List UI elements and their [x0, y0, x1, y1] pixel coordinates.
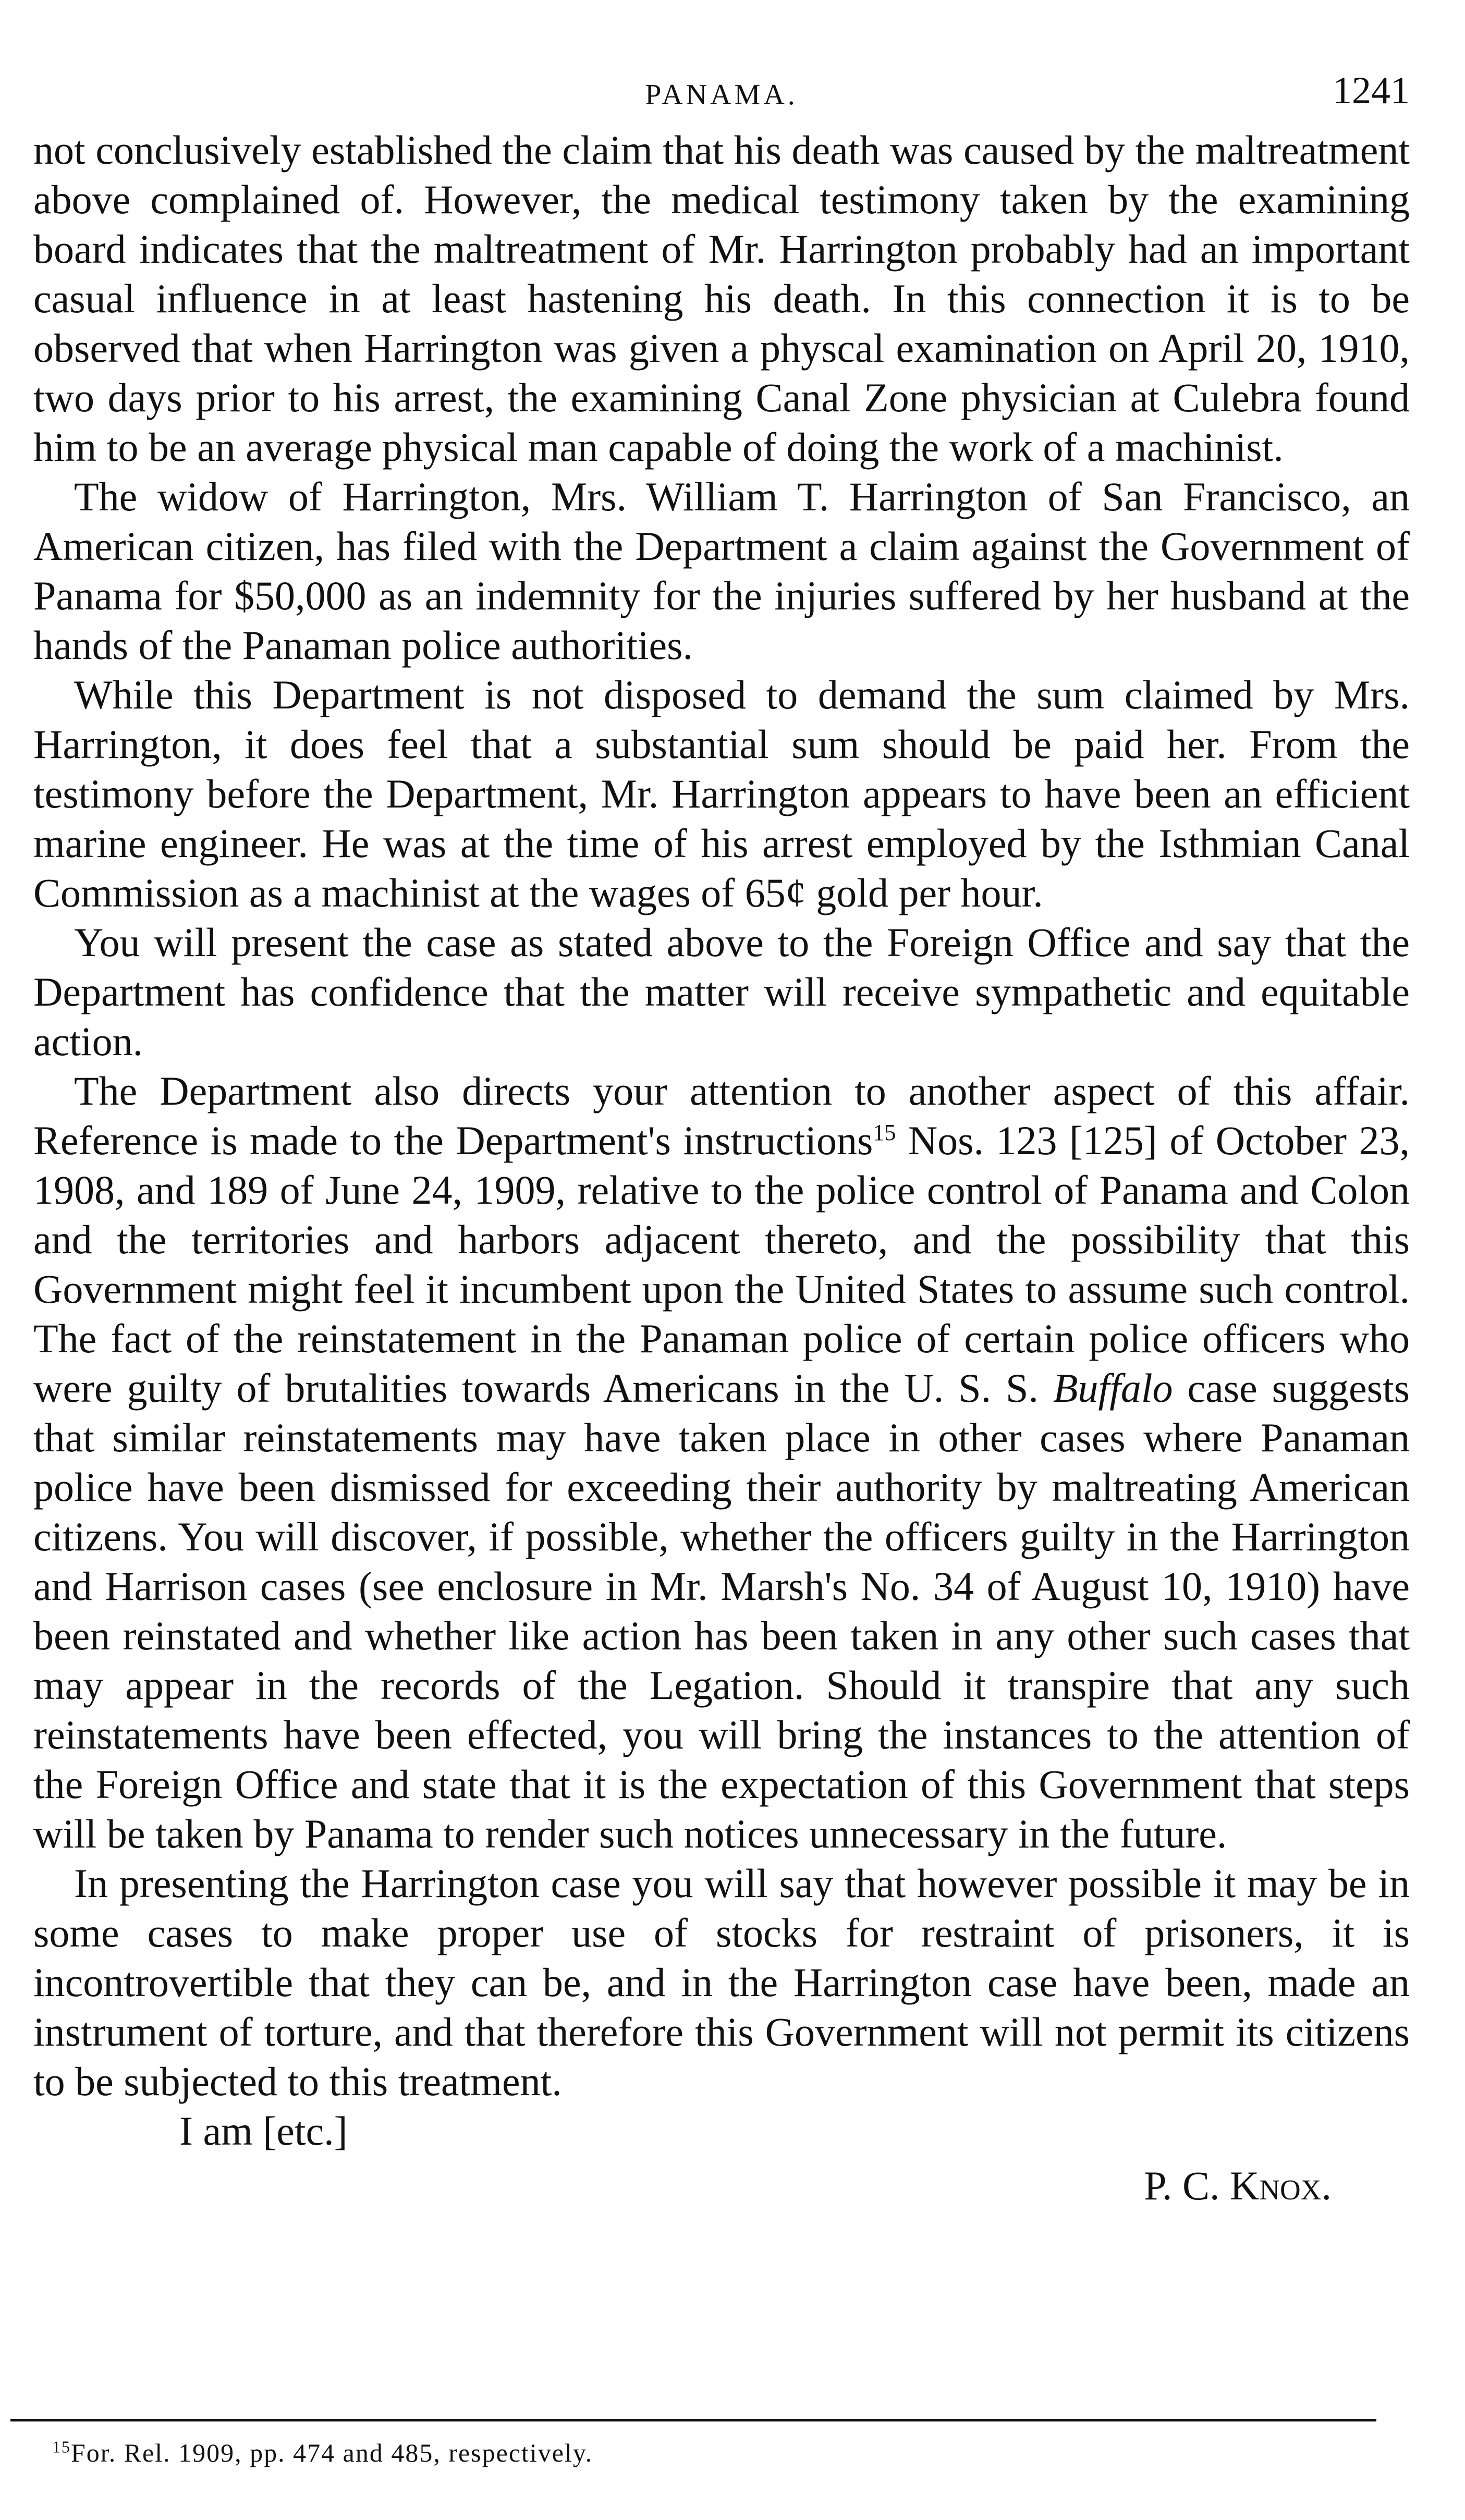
paragraph-5-part-a: The Department also directs your attention to another aspect of this affair. Reference is made to the Department's instructions [33, 1068, 1410, 1163]
document-page [33, 63, 1410, 2210]
footnote-reference: 15 [873, 1120, 896, 1145]
footnote [52, 2437, 593, 2468]
letter-body [33, 125, 1410, 2156]
paragraph-2: The widow of Harrington, Mrs. William T. Harrington of San Francisco, an American citizen, has filed with the Department a claim against the Government of Panama for $50,000 as an indemnity for the injuries suffered by her husband at the hands of the Panaman police authorities. [33, 474, 1410, 668]
paragraph-6: In presenting the Harrington case you will say that however possible it may be in some cases to make proper use of stocks for restraint of prisoners, it is incontrovertible that they can be, and in the Harrington case have been, made an instrument of torture, and that therefore this Government will not permit its citizens to be subjected to this treatment. [33, 1861, 1410, 2104]
running-title: PANAMA. [645, 79, 798, 111]
footnote-rule [10, 2419, 1376, 2421]
ship-name: Buffalo [1053, 1365, 1173, 1411]
signature [33, 2161, 1410, 2210]
paragraph-5-part-c: case suggests that similar reinstatements may have taken place in other cases where Panaman police have been dismissed for exceeding their authority by maltreating American citizens. You will discover, if possible, whether the officers guilty in the Harrington and Harrison cases (see enclosure in Mr. Marsh's No. 34 of August 10, 1910) have been reinstated and whether like action has been taken in any other such cases that may appear in the records of the Legation. Should it transpire that any such reinstatements have been effected, you will bring the instances to the attention of the Foreign Office and state that it is the expectation of this Government that steps will be taken by Panama to render such notices unnecessary in the future. [33, 1365, 1410, 1856]
paragraph-5-part-b: Nos. 123 [125] of October 23, 1908, and 189 of June 24, 1909, relative to the police control of Panama and Colon and the territories and harbors adjacent thereto, and the possibility that this Government might feel it incumbent upon the United States to assume such control. The fact of the reinstatement in the Panaman police of certain police officers who were guilty of brutalities towards Americans in the U. S. S. [33, 1118, 1410, 1411]
closing-line: I am [etc.] [179, 2108, 348, 2154]
signature-name: P. C. Knox. [1144, 2163, 1332, 2208]
paragraph-1: not conclusively established the claim that his death was caused by the maltreatment above complained of. However, the medical testimony taken by the examining board indicates that the maltreatment of Mr. Harrington probably had an important casual influence in at least hastening his death. In this connection it is to be observed that when Harrington was given a physcal examination on April 20, 1910, two days prior to his arrest, the examining Canal Zone physician at Culebra found him to be an average physical man capable of doing the work of a machinist. [33, 127, 1410, 470]
footnote-text: For. Rel. 1909, pp. 474 and 485, respectively. [71, 2438, 593, 2467]
page-number: 1241 [1333, 69, 1410, 112]
paragraph-4: You will present the case as stated above to the Foreign Office and say that the Department has confidence that the matter will receive sympathetic and equitable action. [33, 920, 1410, 1064]
footnote-marker: 15 [52, 2437, 71, 2456]
paragraph-3: While this Department is not disposed to demand the sum claimed by Mrs. Harrington, it does feel that a substantial sum should be paid her. From the testimony before the Department, Mr. Harrington appears to have been an efficient marine engineer. He was at the time of his arrest employed by the Isthmian Canal Commission as a machinist at the wages of 65¢ gold per hour. [33, 672, 1410, 915]
running-head [33, 63, 1410, 125]
paragraph-5 [33, 1066, 1410, 1858]
